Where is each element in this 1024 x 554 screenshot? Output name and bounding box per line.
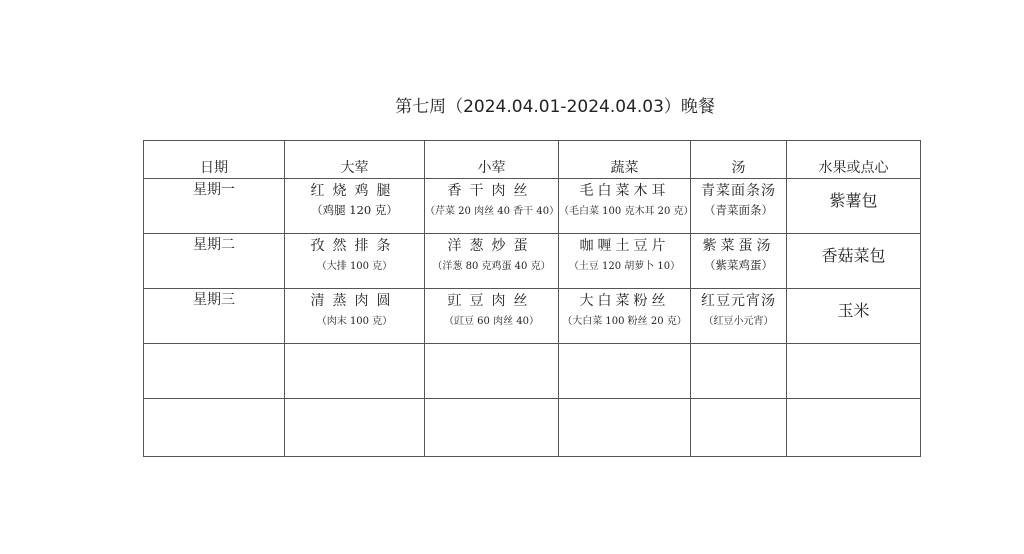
dish-name: 孜然排条 <box>310 238 399 254</box>
empty-cell <box>787 399 921 457</box>
small-meat-cell <box>425 179 559 234</box>
header-date: 日期 <box>144 141 285 179</box>
dish-note: （鸡腿 120 克） <box>311 203 398 217</box>
table-row <box>144 179 921 234</box>
empty-cell <box>691 399 787 457</box>
table-row <box>144 289 921 344</box>
vegetable-cell <box>559 179 694 234</box>
dish-note: （紫菜鸡蛋） <box>704 258 773 272</box>
header-big-meat: 大荤 <box>285 141 425 179</box>
soup-cell <box>691 234 787 289</box>
fruit-cell <box>787 179 921 234</box>
empty-cell <box>691 344 787 399</box>
fruit-name: 玉米 <box>837 301 870 320</box>
empty-cell <box>144 399 285 457</box>
header-row <box>144 141 921 179</box>
empty-row <box>144 344 921 399</box>
fruit-cell <box>787 234 921 289</box>
vegetable-cell <box>559 234 691 289</box>
dish-name: 青菜面条汤 <box>701 183 776 199</box>
fruit-name: 香菇菜包 <box>821 246 886 265</box>
soup-cell <box>691 179 787 234</box>
dish-name: 洋葱炒蛋 <box>447 238 536 254</box>
dish-note: （豇豆 60 肉丝 40） <box>444 316 539 327</box>
header-soup: 汤 <box>691 141 787 179</box>
menu-table <box>143 140 921 457</box>
day-cell: 星期三 <box>144 289 285 344</box>
vegetable-cell <box>559 289 691 344</box>
small-meat-cell <box>425 289 559 344</box>
small-meat-cell <box>425 234 559 289</box>
dish-name: 香干肉丝 <box>447 183 536 199</box>
soup-cell <box>691 289 787 344</box>
empty-cell <box>144 344 285 399</box>
dish-note: （芹菜 20 肉丝 40 香干 40） <box>425 206 560 217</box>
empty-cell <box>425 344 559 399</box>
header-small-meat: 小荤 <box>425 141 559 179</box>
dish-name: 豇豆肉丝 <box>447 293 536 309</box>
dish-note: （毛白菜 100 克木耳 20 克） <box>559 206 694 217</box>
fruit-name: 紫薯包 <box>829 191 878 210</box>
empty-row <box>144 399 921 457</box>
dish-name: 紫菜蛋汤 <box>702 238 775 254</box>
dish-note: （青菜面条） <box>704 203 773 217</box>
empty-cell <box>285 399 425 457</box>
big-meat-cell <box>285 289 425 344</box>
empty-cell <box>285 344 425 399</box>
header-vegetable: 蔬菜 <box>559 141 691 179</box>
page-title: 第七周（2024.04.01-2024.04.03）晚餐 <box>395 97 715 117</box>
dish-note: （红豆小元宵） <box>703 316 774 327</box>
empty-cell <box>425 399 559 457</box>
day-cell: 星期二 <box>144 234 285 289</box>
empty-cell <box>559 399 691 457</box>
dish-note: （大排 100 克） <box>316 261 393 272</box>
fruit-cell <box>787 289 921 344</box>
dish-name: 咖喱土豆片 <box>579 238 670 254</box>
dish-note: （土豆 120 胡萝卜 10） <box>568 261 681 272</box>
dish-note: （洋葱 80 克鸡蛋 40 克） <box>432 261 551 272</box>
dish-name: 红豆元宵汤 <box>701 293 776 309</box>
dish-note: （大白菜 100 粉丝 20 克） <box>562 316 687 327</box>
big-meat-cell <box>285 179 425 234</box>
empty-cell <box>787 344 921 399</box>
big-meat-cell <box>285 234 425 289</box>
day-cell: 星期一 <box>144 179 285 234</box>
header-fruit: 水果或点心 <box>787 141 921 179</box>
dish-name: 大白菜粉丝 <box>579 293 670 309</box>
table-row <box>144 234 921 289</box>
dish-note: （肉末 100 克） <box>316 316 393 327</box>
dish-name: 清蒸肉圆 <box>310 293 399 309</box>
empty-cell <box>559 344 691 399</box>
dish-name: 红烧鸡腿 <box>310 183 399 199</box>
dish-name: 毛白菜木耳 <box>579 183 670 199</box>
